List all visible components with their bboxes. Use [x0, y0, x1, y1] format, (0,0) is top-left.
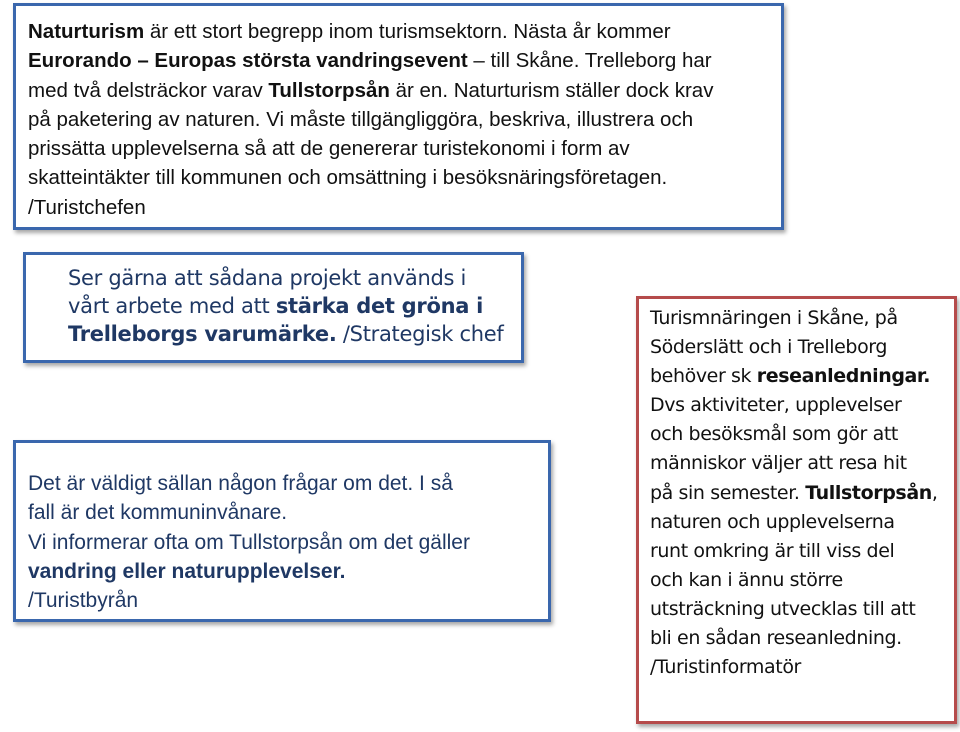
text: behöver sk — [650, 365, 757, 388]
quote-line: fall är det kommuninvånare. — [28, 501, 288, 525]
quote-line: naturen och upplevelserna — [650, 510, 895, 533]
bold-text: stärka det gröna i — [275, 294, 484, 318]
quote-attribution: /Turistchefen — [28, 195, 146, 219]
text: är en. Naturturism ställer dock krav — [389, 78, 714, 102]
quote-box-turistbyran — [13, 440, 551, 622]
quote-line: Det är väldigt sällan någon frågar om det. I så — [28, 472, 453, 495]
quote-line: människor väljer att resa hit — [650, 452, 907, 475]
bold-text: Trelleborgs varumärke. — [68, 322, 337, 346]
bold-text: Tullstorpsån — [805, 481, 932, 504]
quote-line: Turismnäringen i Skåne, på — [650, 307, 898, 329]
quote-line: vandring eller naturupplevelser. — [28, 559, 346, 583]
quote-line: runt omkring är till viss del — [650, 539, 895, 562]
quote-line — [68, 292, 521, 320]
quote-line — [28, 17, 781, 46]
quote-line: skatteintäkter till kommunen och omsättning i besöksnäringsföretagen. — [28, 166, 668, 190]
quote-line — [650, 362, 954, 391]
quote-line: Vi informerar ofta om Tullstorpsån om det gäller — [28, 530, 470, 554]
quote-attribution: /Strategisk chef — [336, 322, 504, 346]
bold-text: Tullstorpsån — [268, 78, 390, 102]
quote-line: utsträckning utvecklas till att — [650, 597, 916, 620]
text: med två delsträckor varav — [28, 78, 269, 102]
quote-line: och kan i ännu större — [650, 568, 843, 591]
bold-text: Eurorando – Europas största vandringsevent — [28, 49, 468, 73]
text: vårt arbete med att — [68, 294, 276, 318]
quote-line — [28, 76, 781, 105]
bold-text: reseanledningar. — [756, 365, 931, 388]
text: är ett stort begrepp inom turismsektorn. Nästa år kommer — [144, 20, 671, 43]
text: , — [931, 481, 938, 504]
text: på sin semester. — [650, 481, 806, 504]
quote-line — [68, 320, 521, 348]
quote-box-strategisk-chef — [23, 252, 524, 363]
quote-line: Ser gärna att sådana projekt används i — [68, 266, 467, 290]
quote-line: Söderslätt och i Trelleborg — [650, 336, 888, 359]
quote-box-turistchefen — [13, 3, 784, 230]
quote-line: bli en sådan reseanledning. — [650, 627, 902, 650]
quote-line — [650, 479, 954, 508]
quote-attribution: /Turistbyrån — [28, 589, 139, 613]
quote-line: prissätta upplevelserna så att de genererar turistekonomi i form av — [28, 137, 630, 161]
quote-line: och besöksmål som gör att — [650, 423, 898, 446]
quote-line: Dvs aktiviteter, upplevelser — [650, 394, 902, 417]
quote-line: på paketering av naturen. Vi måste tillgängliggöra, beskriva, illustrera och — [28, 107, 694, 131]
bold-text: Naturturism — [28, 20, 145, 43]
quote-attribution: /Turistinformatör — [650, 656, 801, 679]
text: – till Skåne. Trelleborg har — [467, 49, 712, 73]
quote-box-turistinformator — [636, 296, 957, 724]
quote-line — [28, 46, 781, 75]
